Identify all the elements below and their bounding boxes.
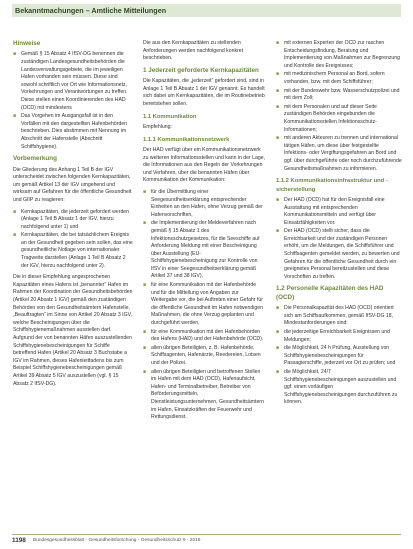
page-header-title: Bekanntmachungen – Amtliche Mitteilungen [15, 6, 167, 15]
list-item: ■ allen übrigen Beteiligten und betroffenen Stellen im Hafen mit dem HAD (OCD), Hafenaufsicht, Hafen- und Terminalbetreiber, Betreiber von Beförderungsmitteln, Dienstleistungsunternehmen, Gesundheitsämtern im Hafen, Einsatzkräften der Feuerwehr und Rettungsdienst. [143, 369, 266, 422]
paragraph-empfehlung: Empfehlung: [143, 123, 172, 130]
infrastruktur-list [276, 197, 402, 282]
list-item: ■ mit anderen Akteuren zu trennen und international tätigen Häfen, um diese über festgestellte Infektions- oder Vergiftungsgefahren an Bord und ggf. über durchgeführte oder noch durchzuführende Gesundheitsmaßnahmen zu informieren. [276, 135, 402, 173]
kernkapazitaeten-list [13, 209, 133, 271]
list-item: ■ Der HAD (OCD) hat für den Ereignisfall eine Ausstattung mit entsprechenden Kommunikationsmitteln und verfügt über Einsatzfähigkeiten vor. [276, 197, 402, 227]
hinweise-list [13, 51, 133, 151]
journal-citation: Bundesgesundheitsblatt - Gesundheitsforschung - Gesundheitsschutz 9 · 2019 [33, 538, 201, 543]
list-item: ■ Kernkapazitäten, die jederzeit gefordert werden (Anlage 1 Teil B Absatz 1 der IGV, hierzu nachfolgend unter 1) und [13, 209, 133, 232]
list-item: ■ mit der Bundeswehr bzw. Wasserschutzpolizei und mit dem Zoll; [276, 88, 402, 103]
paragraph: Der HAD verfügt über ein Kommunikationsnetzwerk zu weiteren Informationsstellen und kann in der Lage, die Informationen aus den Regeln der Vorkehrungen und Verfahren, über die benannten Häfen über Kommunikation der Kommunikation: [143, 146, 266, 184]
list-item: ■ für eine Kommunikation mit der Hafenbehörde und für die Mitteilung von Angaben zur Weitergabe vor, die bei Auftreten einer Gefahr für die öffentliche Gesundheit im Hafen notwendigen Maßnahmen, die ohne Verzug geplanten und durchgeführt werden, [143, 282, 266, 328]
heading-section-1-1-1: 1.1.1 Kommunikationsnetzwerk [143, 136, 230, 143]
list-item: ■ für eine Kommunikation mit den Hafenbehörden des Hafens (HAD) und der Hafenbehörde (OCD). [143, 329, 266, 344]
page-number: 1198 [12, 537, 26, 544]
list-item: ■ mit dem Personalen und auf dieser Seite zuständigen Behörden eingebunden die Kommunikationsstellen Infektionsschutz-Informationen; [276, 104, 402, 134]
heading-vorbemerkung: Vorbemerkung [13, 155, 57, 163]
column-right [276, 40, 402, 411]
list-item: ■ Das Vorgehen im Ausgangsfall ist in den Vorfällen mit den dargestellten Hafenbehörden beschrieben. Dies abstimmen mit Nennung im Abschnitt der Hafenstelle (Abschnitt Schiffshygiene). [13, 113, 133, 151]
personal-list [276, 305, 402, 407]
list-item: ■ die Möglichkeit, 24/7 Schiffshygienebescheinigungen auszustellen und ggf. einen vorläufigen Schiffshygienebescheinigungen durchzuführen zu können. [276, 369, 402, 407]
heading-section-1-1: 1.1 Kommunikation [143, 113, 197, 120]
paragraph: Die Gliederung des Anhang 1 Teil B der IGV unterscheidet zwischen folgenden Kernkapazitäten, um gemäß Artikel 13 der IGV umgehend und wirksam auf Gefahren für die öffentliche Gesundheit und GIIP zu reagieren: [13, 166, 132, 203]
list-item: ■ Kernkapazitäten, die bei tatsächlichem Ereignis an der Gesundheit gegeben sein sollen, das eine gesundheitliche Notlage von internationaler Tragweite darstellen (Anlage 1 Teil B Absatz 2 der IGV, hierzu nachfolgend unter 2). [13, 232, 133, 270]
list-item: ■ mit externen Experten der OCD zur raschen Entscheidungsfindung, Beratung und Implementierung von Maßnahmen zur Begrenzung und Kontrolle des Ereignisses; [276, 40, 402, 70]
list-item: ■ allen übrigen Beteiligten, z. B. Hafenbehörde, Schiffsagenten, Hafenärzte, Reedereien, Lotsen und der Polizei. [143, 345, 266, 368]
list-item: ■ Der HAD (OCD) stellt sicher, dass die Erreichbarkeit und der zuständigen Personen erhöht, um die Meldungen, die Schiffsführer und Schiffsagenten gemeldet werden, zu bewerten und Gefahren für die öffentliche Gesundheit durch ein geeignetes Personal bereitzustellen und diese Vorschriften zu treffen. [276, 228, 402, 281]
footer-divider [12, 534, 401, 535]
column-middle [143, 40, 266, 426]
heading-hinweise: Hinweise [13, 40, 41, 47]
list-item: ■ Die Personalkapazität des HAD (OCD) orientiert sich am Schiffsaufkommen, gemäß IfSV-DG 18, Mindestanforderungen sind: [276, 305, 402, 328]
paragraph: Die Kapazitäten, die „jederzeit“ gefordert sind, sind in Anlage 1 Teil B Absatz 1 der IGV genannt. Es handelt sich dabei um Kernkapazitäten, die im Routinebetrieb bereitstehen sollen. [143, 78, 265, 107]
list-item: ■ Gemäß § 15 Absatz 4 IfSV-DG benennen die zuständigen Landesgesundheitsbehörden die Landesverwaltungsgebiete, die im jeweiligen Hafen vorhanden sein müssen. Diese sind sowohl schriftlich vor Ort wie Informationsnetz, Vorkehrungen und Verantwortungen zu treffen. Diese stellen einen Koordinierenden des HAD (OCD) mit mindestens [13, 51, 133, 112]
heading-section-1-1-2: 1.1.2 Kommunikationsinfrastruktur und -sicherstellung [276, 178, 388, 193]
kommunikation-list [143, 189, 266, 422]
column-left [13, 40, 133, 392]
list-item: ■ die Implementierung der Meldeverfahren nach gemäß § 15 Absatz 1 des Infektionsschutzgesetzes, für die Seeschiffe auf Anforderung Meldung mit einer Bescheinigung über Ausstellung (EU-Schiffshygienebescheinigung zur Kontrolle von IfSV in einer Seegesundheitserklärung gemäß Artikel 37 und 38 IGV), [143, 220, 266, 281]
list-item: ■ die jederzeitige Erreichbarkeit Ereignissen und Meldungen; [276, 329, 402, 344]
heading-section-1: 1 Jederzeit geforderte Kernkapazitäten [143, 66, 259, 74]
list-item: ■ mit medizinischem Personal an Bord, sofern vorhanden, bzw. mit dem Schiffsführer; [276, 71, 402, 86]
list-item: ■ für die Übermittlung einer Seegesundheitserklärung entsprechender Einheiten an den Hafen, ohne Verzug gemäß der Hafenvorschriften, [143, 189, 266, 219]
paragraph: Die aus den Kernkapazitäten zu stellenden Anforderungen werden nachfolgend konkret beschrieben. [143, 40, 244, 62]
list-item: ■ die Möglichkeit, 24 h Prüfung, Ausstellung von Schiffshygienebescheinigungen für Passagierschiffe, jederzeit vor Ort zu prüfen; und [276, 345, 402, 368]
stakeholder-list [276, 40, 402, 173]
heading-section-1-2: 1.2 Personelle Kapazitäten des HAD (OCD) [276, 285, 384, 301]
paragraph: Die in dieser Empfehlung angesprochenen Kapazitäten eines Hafens ist „benannter“ Hafen im Rahmen der Koordination der Gesundheitsbehörden (Artikel 20 Absatz 1 IGV) gemäß den zuständigen Behörden von den Gesundheitsämtern Hafenstelle, „Beauftragten“ im Sinne von Artikel 20 Absatz 3 IGV, welche Bescheinigungen über die Schiffshygienemaßnahmen ausstellen darf. Aufgrund der von benannten Häfen auszustellenden Schiffshygienebescheinigungen für Schiffe betreffend Hafen (Artikel 20 Absatz 3 Buchstabe a IGV im Rahmen, dieses Hafenleitfadens bis zum Beispiel Schiffshygienebescheinigungen gemäß Artikel 39 Absatz 5 IGV auszustellen (vgl. § 15 Absatz 2 IfSV-DG). [13, 274, 133, 387]
